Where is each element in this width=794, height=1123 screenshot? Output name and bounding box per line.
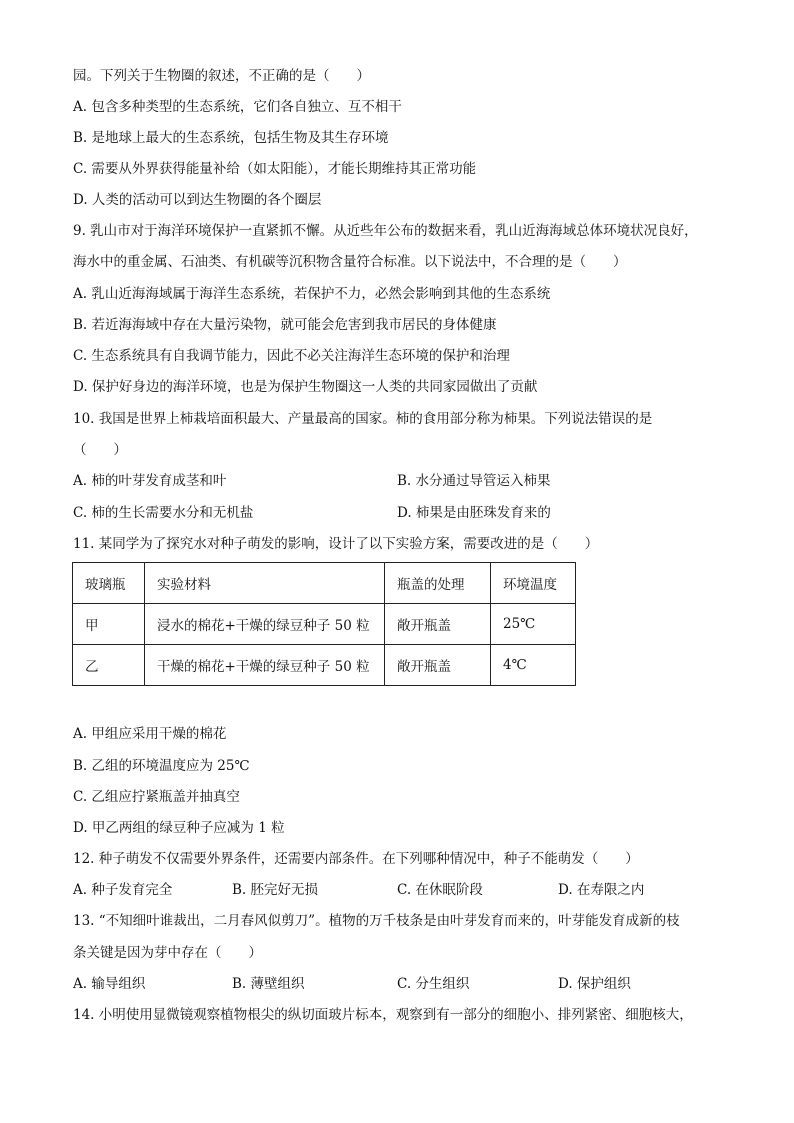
q13-options-row (73, 974, 734, 994)
q10-option-a: A. 柿的叶芽发育成茎和叶 (73, 473, 227, 489)
q8-option-c: C. 需要从外界获得能量补给（如太阳能），才能长期维持其正常功能 (73, 161, 477, 177)
q9-option-d: D. 保护好身边的海洋环境，也是为保护生物圈这一人类的共同家园做出了贡献 (73, 379, 538, 395)
q9-stem-line1: 9. 乳山市对于海洋环境保护一直紧抓不懈。从近些年公布的数据来看，乳山近海海域总体环境状况良好， (73, 223, 698, 239)
q12-option-c: C. 在休眠阶段 (397, 882, 483, 898)
experiment-table (72, 562, 576, 686)
q13-option-d: D. 保护组织 (558, 976, 631, 992)
q12-option-a: A. 种子发育完全 (73, 882, 173, 898)
q12-option-b: B. 胚完好无损 (232, 882, 319, 898)
q11-option-c: C. 乙组应拧紧瓶盖并抽真空 (73, 789, 240, 805)
q10-options-row2 (73, 503, 734, 523)
q9-option-c: C. 生态系统具有自我调节能力，因此不必关注海洋生态环境的保护和治理 (73, 348, 510, 364)
q10-option-b: B. 水分通过导管运入柿果 (397, 473, 551, 489)
q12-options-row (73, 880, 734, 900)
table-header-cell: 瓶盖的处理 (385, 563, 491, 604)
table-cell: 25℃ (491, 604, 576, 645)
table-cell: 敞开瓶盖 (385, 645, 491, 686)
table-row (73, 604, 576, 645)
q10-stem-line1: 10. 我国是世界上柿栽培面积最大、产量最高的国家。柿的食用部分称为柿果。下列说法错误的是 (73, 411, 653, 427)
table-cell: 4℃ (491, 645, 576, 686)
q12-option-d: D. 在寿限之内 (558, 882, 645, 898)
q13-option-b: B. 薄壁组织 (232, 976, 305, 992)
table-row (73, 645, 576, 686)
table-cell: 乙 (73, 645, 145, 686)
q11-stem: 11. 某同学为了探究水对种子萌发的影响，设计了以下实验方案，需要改进的是（ ） (73, 536, 599, 552)
table-cell: 甲 (73, 604, 145, 645)
table-header-cell: 环境温度 (491, 563, 576, 604)
q14-stem-line1: 14. 小明使用显微镜观察植物根尖的纵切面玻片标本，观察到有一部分的细胞小、排列紧密、细胞核大， (73, 1007, 693, 1023)
q8-option-b: B. 是地球上最大的生态系统，包括生物及其生存环境 (73, 130, 389, 146)
q12-stem: 12. 种子萌发不仅需要外界条件，还需要内部条件。在下列哪种情况中，种子不能萌发（ ） (73, 851, 639, 867)
q9-stem-line2: 海水中的重金属、石油类、有机碳等沉积物含量符合标准。以下说法中，不合理的是（ ） (73, 254, 627, 270)
q8-option-d: D. 人类的活动可以到达生物圈的各个圈层 (73, 192, 322, 208)
q13-option-a: A. 输导组织 (73, 976, 146, 992)
table-header-cell: 玻璃瓶 (73, 563, 145, 604)
table-cell: 敞开瓶盖 (385, 604, 491, 645)
q13-stem-line2: 条关键是因为芽中存在（ ） (73, 945, 262, 961)
table-cell: 干燥的棉花+干燥的绿豆种子 50 粒 (145, 645, 385, 686)
table-cell: 浸水的棉花+干燥的绿豆种子 50 粒 (145, 604, 385, 645)
q11-option-a: A. 甲组应采用干燥的棉花 (73, 726, 227, 742)
q10-option-c: C. 柿的生长需要水分和无机盐 (73, 505, 254, 521)
q13-option-c: C. 分生组织 (397, 976, 470, 992)
q10-options-row1 (73, 471, 734, 491)
q11-option-d: D. 甲乙两组的绿豆种子应减为 1 粒 (73, 820, 285, 836)
q9-option-a: A. 乳山近海海域属于海洋生态系统，若保护不力，必然会影响到其他的生态系统 (73, 286, 551, 302)
table-header-cell: 实验材料 (145, 563, 385, 604)
q11-option-b: B. 乙组的环境温度应为 25℃ (73, 758, 250, 774)
q10-option-d: D. 柿果是由胚珠发育来的 (397, 505, 551, 521)
q13-stem-line1: 13. “不知细叶谁裁出，二月春风似剪刀”。植物的万千枝条是由叶芽发育而来的，叶芽能发育成新的枝 (73, 913, 680, 929)
table-header-row (73, 563, 576, 604)
q9-option-b: B. 若近海海域中存在大量污染物，就可能会危害到我市居民的身体健康 (73, 317, 497, 333)
q8-stem: 园。下列关于生物圈的叙述，不正确的是（ ） (73, 68, 370, 84)
q10-stem-line2: （ ） (73, 442, 127, 458)
q8-option-a: A. 包含多种类型的生态系统，它们各自独立、互不相干 (73, 99, 402, 115)
